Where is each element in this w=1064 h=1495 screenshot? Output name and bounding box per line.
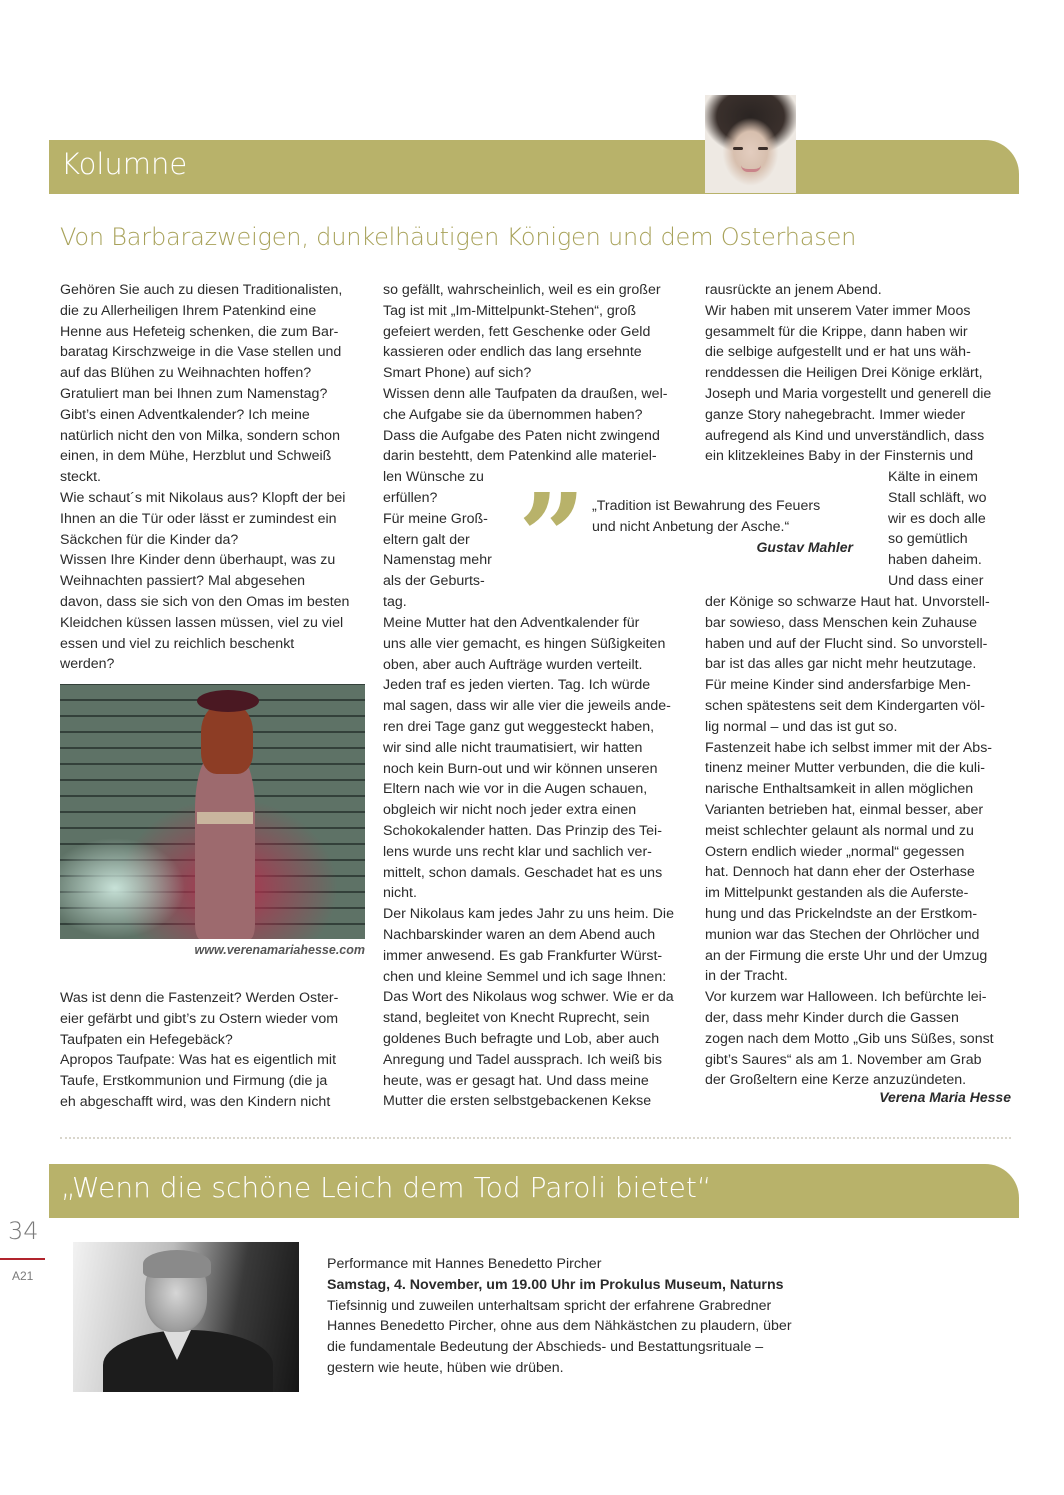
portrait-eye-right [758, 147, 768, 150]
column-2-bottom [383, 613, 693, 1112]
event-header-title: „Wenn die schöne Leich dem Tod Paroli bietet“ [61, 1171, 712, 1204]
portrait-smile [741, 165, 761, 172]
portrait-eye-left [733, 147, 743, 150]
quote-mark-icon: ” [518, 467, 586, 606]
column-3-bottom [705, 592, 1015, 1091]
event-description: Tiefsinnig und zuweilen unterhaltsam spricht der erfahrene Grabredner Hannes Benedetto Pircher, ohne aus dem Nähkästchen zu plaudern, über die fundamentale Bedeutung der Abschieds- und Bestattungsrituale – gestern wie heute, hüben wie drüben. [327, 1297, 792, 1376]
pull-quote-text: „Tradition ist Bewahrung des Feuers und nicht Anbetung der Asche.“ [592, 498, 821, 535]
event-subtitle: Performance mit Hannes Benedetto Pircher [327, 1256, 602, 1272]
column-3-top-text: rausrückte an jenem Abend. Wir haben mit unserem Vater immer Moos gesammelt für die Krippe, dann haben wir die selbige aufgestellt und er hat uns wäh- renddessen die Heiligen Drei Könige erklärt, Joseph und Maria vorgestellt und generell die ganze Story nahegebracht. Immer wieder aufregend als Kind und unverständlich, dass ein klitzekleines Baby in der Finsternis und [705, 282, 992, 465]
event-date: Samstag, 4. November, um 19.00 Uhr im Prokulus Museum, Naturns [327, 1276, 784, 1293]
column-header-band [49, 140, 1019, 194]
article-photo [60, 684, 365, 939]
photo-hair-man [143, 1250, 211, 1278]
photo-woman-figure [185, 684, 265, 939]
page-number: 34 [8, 1217, 39, 1245]
column-3-narrow-text: Kälte in einem Stall schläft, wo wir es doch alle so gemütlich haben daheim. Und dass einer [888, 469, 987, 589]
column-1-bottom [60, 988, 370, 1113]
column-2-narrow-text: erfüllen? Für meine Groß- eltern galt der Namenstag mehr als der Geburts- tag. [383, 490, 492, 610]
photo-hair [201, 704, 253, 774]
section-divider [60, 1137, 1011, 1139]
issue-label: A21 [12, 1269, 34, 1283]
column-header-title: Kolumne [61, 147, 188, 181]
column-1-bottom-text: Was ist denn die Fastenzeit? Werden Oster- eier gefärbt und gibt’s zu Ostern wieder vom Taufpaten ein Hefegebäck? Apropos Taufpate: Was hat es eigentlich mit Taufe, Erstkommunion und Firmung (die ja eh abgeschafft wird, was den Kindern nicht [60, 990, 339, 1110]
photo-hat [197, 690, 259, 712]
column-3-bottom-text: der Könige so schwarze Haut hat. Unvorstell- bar sowieso, dass Menschen kein Zuhause haben und auf der Flucht sind. So unvorstell- bar ist das alles gar nicht mehr heutzutage. Für meine Kinder sind andersfarbige Men- schen spätestens seit dem Kindergarten völ- lig normal – und das ist gut so. Fastenzeit habe ich selbst immer mit der Abs- tinenz meiner Mutter verbunden, die die kuli- narische Enthaltsamkeit in allen möglichen Varianten betrieben hat, einmal besser, aber meist schlechter gelaunt als normal und zu Ostern endlich wieder „normal“ gegessen hat. Dennoch hat dann eher der Osterhase im Mittelpunkt gestanden als die Auferste- hung und das Prickelndste an der Erstkom- munion war das Stechen der Ohrlöcher und an der Firmung die erste Uhr und der Umzug in der Tracht. Vor kurzem war Halloween. Ich befürchte lei- der, dass mehr Kinder durch die Gassen zogen nach dem Motto „Gib uns Süßes, sonst gibt’s Saures“ als am 1. November am Grab der Großeltern eine Kerze anzuzündeten. [705, 594, 994, 1089]
event-photo [73, 1242, 299, 1392]
column-2-top-text: so gefällt, wahrscheinlich, weil es ein großer Tag ist mit „Im-Mittelpunkt-Stehen“, groß gefeiert werden, fett Geschenke oder Geld kassieren oder endlich das lang ersehnte Smart Phone) auf sich? Wissen denn alle Taufpaten da draußen, wel- che Aufgabe sie da übernommen haben? Dass die Aufgabe des Paten nicht zwingend darin bestehtt, dem Patenkind alle materiel- len Wünsche zu [383, 282, 668, 486]
photo-jacket [103, 1330, 273, 1392]
column-3-narrow [888, 467, 1013, 592]
pull-quote-author: Gustav Mahler [756, 539, 853, 555]
article-headline: Von Barbarazweigen, dunkelhäutigen Königen und dem Osterhasen [60, 223, 857, 251]
event-info [327, 1254, 847, 1379]
column-2-bottom-text: Meine Mutter hat den Adventkalender für uns alle vier gemacht, es hingen Süßigkeiten oben, aber auch Aufträge wurden verteilt. Jeden traf es jeden vierten. Tag. Ich würde mal sagen, dass wir alle vier die jeweils ande- ren drei Tage ganz gut weggesteckt haben, wir sind alle nicht traumatisiert, wir hatten noch kein Burn-out und wir können unseren Eltern nach wie vor in die Augen schauen, obgleich wir nicht noch jeder extra einen Schokokalender hatten. Das Prinzip des Tei- lens wurde uns recht klar und sachlich ver- mittelt, schon damals. Geschadet hat es uns nicht. Der Nikolaus kam jedes Jahr zu uns heim. Die Nachbarskinder waren an dem Abend auch immer anwesend. Es gab Frankfurter Würst- chen und kleine Semmel und ich sage Ihnen: Das Wort des Nikolaus wog schwer. Wie er da stand, begleitet von Knecht Ruprecht, sein goldenes Buch befragte und Lob, aber auch Anregung und Tadel aussprach. Ich weiß bis heute, was er gesagt hat. Und dass meine Mutter die ersten selbstgebackenen Kekse [383, 615, 674, 1110]
page-number-rule [0, 1258, 45, 1260]
column-2-narrow [383, 488, 508, 613]
column-1-top-text: Gehören Sie auch zu diesen Traditionalisten, die zu Allerheiligen Ihrem Patenkind eine Henne aus Hefeteig schenken, die zum Bar- baratag Kirschzweige in die Vase stellen und auf das Blühen zu Weihnachten hoffen? Gratuliert man bei Ihnen zum Namenstag? Gibt’s einen Adventkalender? Ich meine natürlich nicht den von Milka, sondern schon einen, in dem Mühe, Herzblut und Schweiß steckt. Wie schaut´s mit Nikolaus aus? Klopft der bei Ihnen an die Tür oder lässt er zumindest ein Säckchen für die Kinder da? Wissen Ihre Kinder denn überhaupt, was zu Weihnachten passiert? Mal abgesehen davon, dass sie sich von den Omas im besten Kleidchen küssen lassen müssen, viel zu viel essen und viel zu reichlich beschenkt werden? [60, 282, 350, 673]
author-signature: Verena Maria Hesse [879, 1089, 1011, 1105]
photo-dress [195, 754, 255, 939]
column-2-top [383, 280, 693, 488]
photo-belt [197, 812, 253, 824]
author-portrait [705, 95, 796, 193]
column-1-top [60, 280, 370, 675]
column-3-top [705, 280, 1015, 467]
photo-caption: www.verenamariahesse.com [194, 943, 365, 957]
